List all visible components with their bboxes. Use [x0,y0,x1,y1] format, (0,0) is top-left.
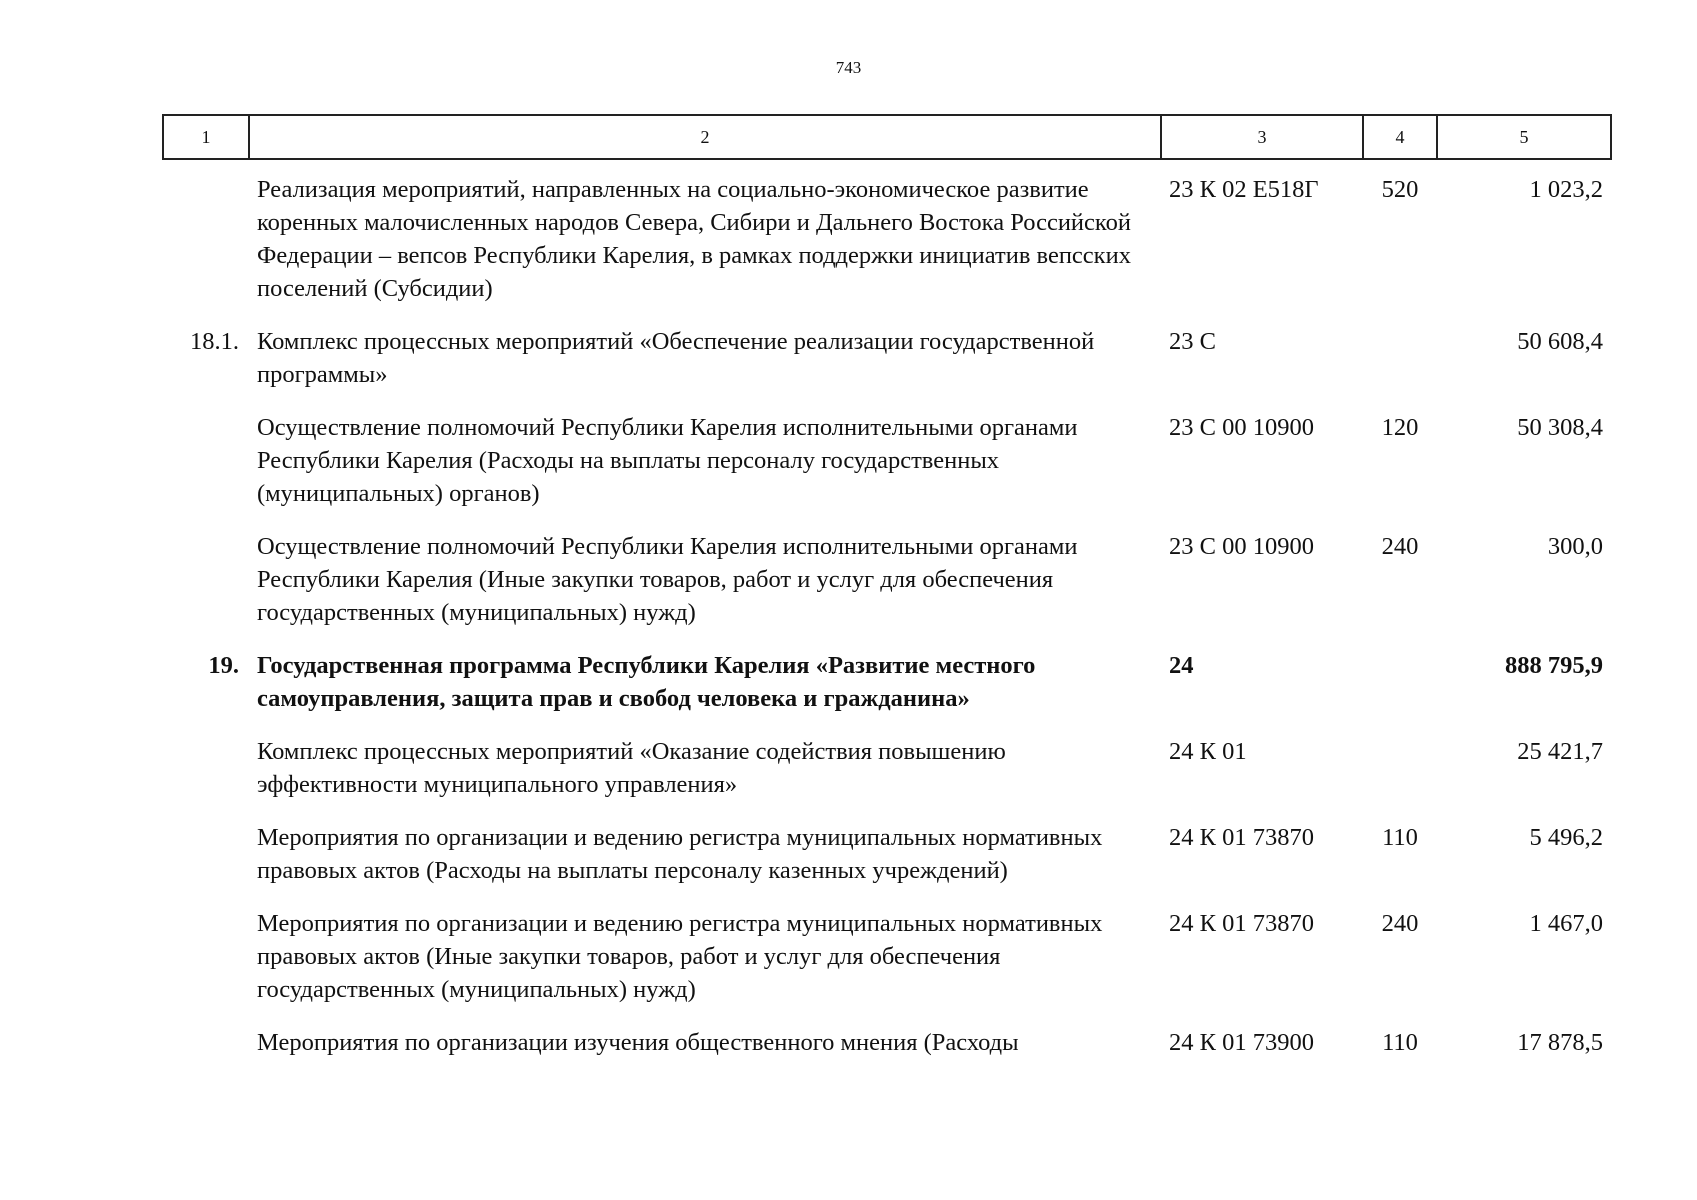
row-number: 19. [208,652,239,679]
row-sum: 1 467,0 [1529,910,1603,937]
table-row [163,159,1611,317]
table-row [163,641,1611,727]
row-number [163,727,249,813]
row-code: 24 К 01 73870 [1169,824,1314,851]
row-expense-type: 520 [1381,176,1419,203]
page-number: 743 [835,58,862,77]
row-expense-type: 110 [1382,824,1418,851]
row-name: Мероприятия по организации и ведению регистра муниципальных нормативных правовых актов (Расходы на выплаты персоналу казенных учреждений) [257,824,1103,884]
table-row [163,522,1611,641]
budget-table-container [162,114,1610,1071]
row-expense-type [1363,727,1437,813]
row-name: Мероприятия по организации и ведению регистра муниципальных нормативных правовых актов (Иные закупки товаров, работ и услуг для обеспечения государственных (муниципальных) нужд) [257,910,1103,1003]
row-number [163,403,249,522]
row-expense-type [1363,317,1437,403]
row-sum: 888 795,9 [1505,652,1603,679]
row-name: Мероприятия по организации изучения общественного мнения (Расходы [257,1029,1019,1056]
row-sum: 25 421,7 [1517,738,1603,765]
header-col-4: 4 [1363,115,1437,159]
row-code: 24 [1169,652,1194,679]
row-name: Государственная программа Республики Карелия «Развитие местного самоуправления, защита прав и свобод человека и гражданина» [257,652,1036,712]
row-name: Осуществление полномочий Республики Карелия исполнительными органами Республики Карелия (Иные закупки товаров, работ и услуг для обеспечения государственных (муниципальных) нужд) [257,533,1078,626]
row-number [163,899,249,1018]
row-code: 23 К 02 Е518Г [1169,176,1319,203]
table-row [163,899,1611,1018]
row-name: Осуществление полномочий Республики Карелия исполнительными органами Республики Карелия (Расходы на выплаты персоналу государственных (муниципальных) органов) [257,414,1078,507]
table-row [163,1018,1611,1071]
row-code: 23 С [1169,328,1216,355]
row-expense-type [1363,641,1437,727]
row-code: 24 К 01 73900 [1169,1029,1314,1056]
row-number [163,813,249,899]
table-row [163,813,1611,899]
table-header [163,115,1611,159]
row-name: Комплекс процессных мероприятий «Оказание содействия повышению эффективности муниципального управления» [257,738,1006,798]
row-name: Реализация мероприятий, направленных на социально-экономическое развитие коренных малочисленных народов Севера, Сибири и Дальнего Востока Российской Федерации – вепсов Республики Карелия, в рамках поддержки инициатив вепсских поселений (Субсидии) [257,176,1131,302]
row-expense-type: 240 [1381,533,1419,560]
row-sum: 17 878,5 [1517,1029,1603,1056]
row-sum: 1 023,2 [1529,176,1603,203]
table-body [163,159,1611,1071]
row-code: 23 С 00 10900 [1169,533,1314,560]
row-number: 18.1. [190,328,239,355]
row-expense-type: 240 [1381,910,1419,937]
table-row [163,403,1611,522]
header-col-5: 5 [1437,115,1611,159]
row-sum: 300,0 [1547,533,1603,560]
row-sum: 50 608,4 [1517,328,1603,355]
table-row [163,317,1611,403]
header-row [163,115,1611,159]
header-col-1: 1 [163,115,249,159]
row-code: 24 К 01 [1169,738,1247,765]
header-col-2: 2 [249,115,1161,159]
row-expense-type: 110 [1382,1029,1418,1056]
header-col-3: 3 [1161,115,1363,159]
row-number [163,1018,249,1071]
row-code: 24 К 01 73870 [1169,910,1314,937]
row-number [163,522,249,641]
row-number [163,159,249,317]
row-name: Комплекс процессных мероприятий «Обеспечение реализации государственной программы» [257,328,1095,388]
table-row [163,727,1611,813]
row-sum: 5 496,2 [1529,824,1603,851]
row-expense-type: 120 [1381,414,1419,441]
row-sum: 50 308,4 [1517,414,1603,441]
budget-table [162,114,1612,1071]
row-code: 23 С 00 10900 [1169,414,1314,441]
